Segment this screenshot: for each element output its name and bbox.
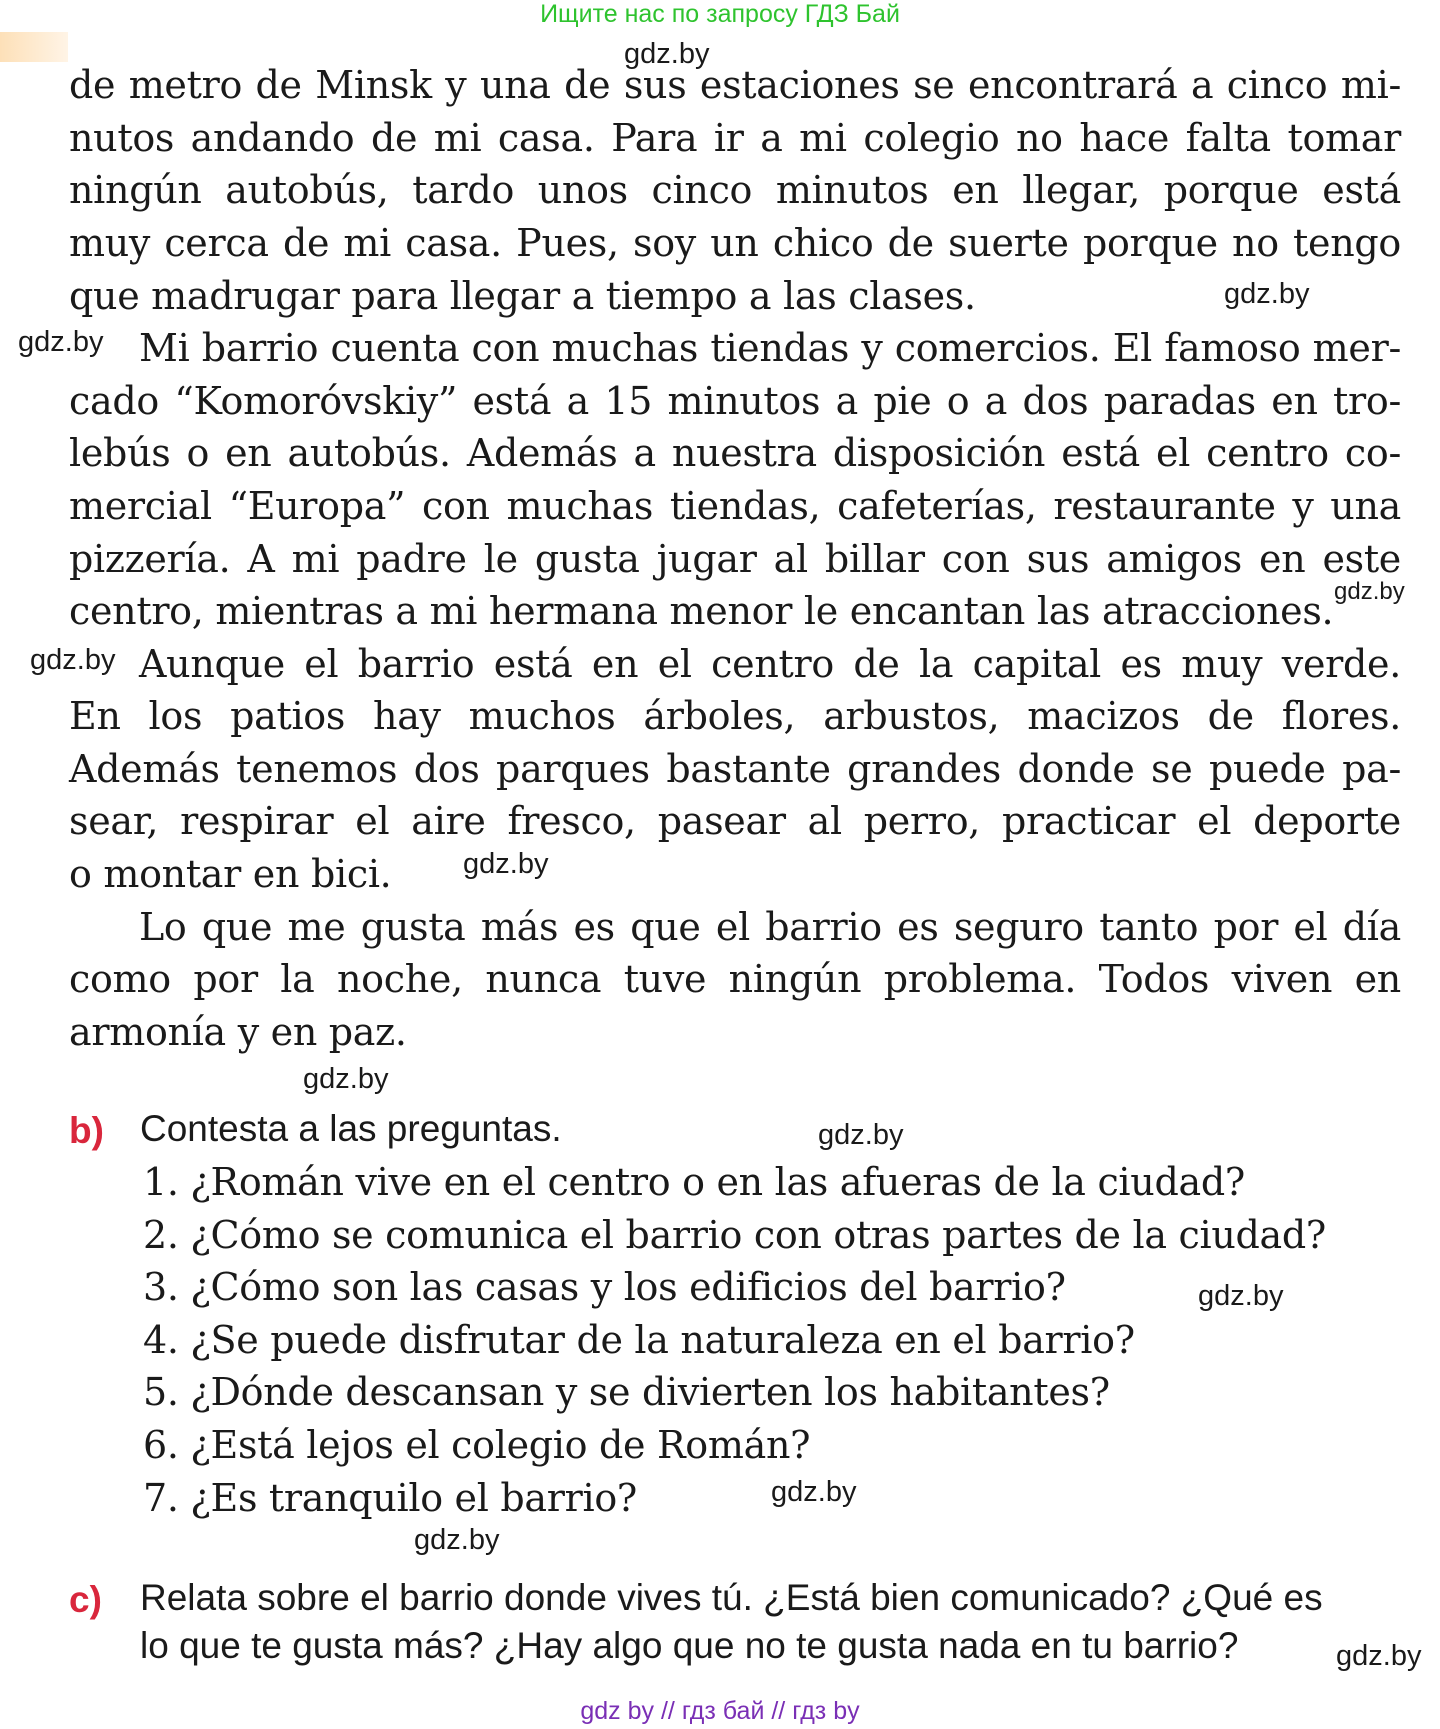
text-line: mercial “Europa” con muchas tiendas, cafeterías, restaurante y una bbox=[69, 484, 1401, 528]
text-line: ningún autobús, tardo unos cinco minutos en llegar, porque está bbox=[69, 168, 1401, 212]
text-line: de metro de Minsk y una de sus estaciones se encontrará a cinco mi- bbox=[69, 63, 1401, 107]
list-item: 4. ¿Se puede disfrutar de la naturaleza en el barrio? bbox=[143, 1318, 1135, 1362]
text-line: armonía y en paz. bbox=[69, 1010, 407, 1054]
text-line: lebús o en autobús. Además a nuestra disposición está el centro co- bbox=[69, 431, 1401, 475]
watermark: gdz.by bbox=[1198, 1280, 1284, 1312]
list-item: 1. ¿Román vive en el centro o en las afueras de la ciudad? bbox=[143, 1160, 1245, 1204]
watermark: gdz.by bbox=[818, 1119, 904, 1151]
watermark: gdz.by bbox=[303, 1063, 389, 1095]
task-instruction: Relata sobre el barrio donde vives tú. ¿Está bien comunicado? ¿Qué es bbox=[140, 1577, 1323, 1618]
task-letter: c) bbox=[69, 1579, 102, 1620]
task-letter: b) bbox=[69, 1110, 104, 1151]
text-line: pizzería. A mi padre le gusta jugar al billar con sus amigos en este bbox=[69, 537, 1401, 581]
watermark: gdz.by bbox=[30, 644, 116, 676]
text-line: sear, respirar el aire fresco, pasear al perro, practicar el deporte bbox=[69, 799, 1401, 843]
corner-decoration bbox=[0, 32, 68, 62]
task-instruction: Contesta a las preguntas. bbox=[140, 1108, 562, 1149]
watermark: gdz.by bbox=[463, 848, 549, 880]
text-line: como por la noche, nunca tuve ningún problema. Todos viven en bbox=[69, 957, 1401, 1001]
text-line: Aunque el barrio está en el centro de la capital es muy verde. bbox=[139, 642, 1401, 686]
text-line: nutos andando de mi casa. Para ir a mi colegio no hace falta tomar bbox=[69, 116, 1401, 160]
list-item: 2. ¿Cómo se comunica el barrio con otras partes de la ciudad? bbox=[143, 1213, 1326, 1257]
text-line: Además tenemos dos parques bastante grandes donde se puede pa- bbox=[69, 747, 1401, 791]
task-instruction: lo que te gusta más? ¿Hay algo que no te gusta nada en tu barrio? bbox=[140, 1625, 1239, 1666]
list-item: 3. ¿Cómo son las casas y los edificios del barrio? bbox=[143, 1265, 1066, 1309]
footer-links: gdz by // гдз бай // гдз by bbox=[580, 1697, 860, 1725]
text-line: centro, mientras a mi hermana menor le encantan las atracciones. bbox=[69, 589, 1334, 633]
watermark: gdz.by bbox=[414, 1524, 500, 1556]
text-line: o montar en bici. bbox=[69, 852, 392, 896]
text-line: cado “Komoróvskiy” está a 15 minutos a pie o a dos paradas en tro- bbox=[69, 379, 1401, 423]
watermark: gdz.by bbox=[18, 326, 104, 358]
watermark: gdz.by bbox=[771, 1476, 857, 1508]
watermark: gdz.by bbox=[1336, 1640, 1422, 1672]
top-banner: Ищите нас по запросу ГДЗ Бай bbox=[540, 0, 900, 28]
text-line: Mi barrio cuenta con muchas tiendas y comercios. El famoso mer- bbox=[139, 326, 1401, 370]
text-line: En los patios hay muchos árboles, arbustos, macizos de flores. bbox=[69, 694, 1401, 738]
list-item: 6. ¿Está lejos el colegio de Román? bbox=[143, 1423, 811, 1467]
list-item: 5. ¿Dónde descansan y se divierten los habitantes? bbox=[143, 1370, 1110, 1414]
watermark: gdz.by bbox=[1224, 278, 1310, 310]
watermark: gdz.by bbox=[1334, 578, 1405, 605]
text-line: Lo que me gusta más es que el barrio es seguro tanto por el día bbox=[139, 905, 1401, 949]
watermark: gdz.by bbox=[624, 38, 710, 70]
list-item: 7. ¿Es tranquilo el barrio? bbox=[143, 1476, 637, 1520]
text-line: muy cerca de mi casa. Pues, soy un chico de suerte porque no tengo bbox=[69, 221, 1401, 265]
text-line: que madrugar para llegar a tiempo a las clases. bbox=[69, 274, 976, 318]
